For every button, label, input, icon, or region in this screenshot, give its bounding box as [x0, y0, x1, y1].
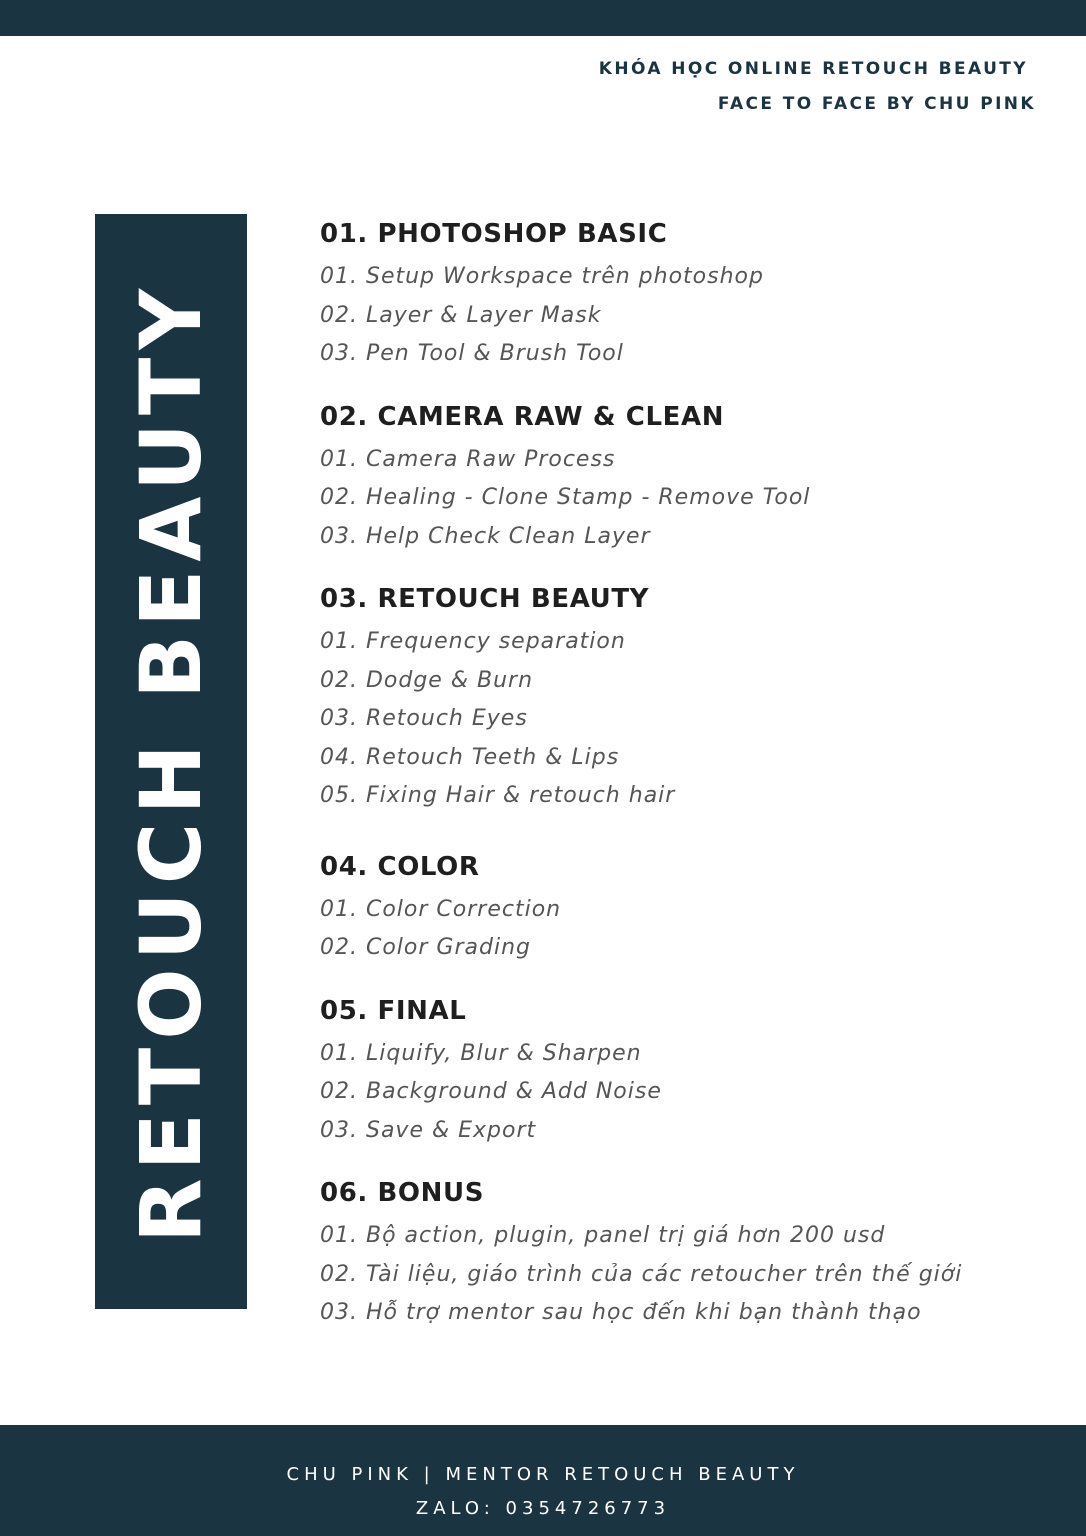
side-banner-title: RETOUCH BEAUTY: [122, 280, 220, 1243]
list-item: 01. Frequency separation: [320, 629, 626, 654]
footer-contact-line: ZALO: 0354726773: [415, 1498, 671, 1519]
list-item: 01. Camera Raw Process: [320, 446, 616, 472]
section-bonus: [320, 1173, 1060, 1333]
list-item: 01. Color Correction: [320, 896, 562, 922]
section-title: 05. FINAL: [320, 995, 467, 1026]
section-camera-raw-clean: [320, 397, 1060, 557]
section-title: 04. COLOR: [320, 851, 480, 882]
list-item: 02. Dodge & Burn: [320, 667, 534, 693]
section-final: [320, 991, 1060, 1151]
section-title: 01. PHOTOSHOP BASIC: [320, 219, 668, 249]
list-item: 02. Tài liệu, giáo trình của các retoucher trên thế giới: [320, 1261, 963, 1287]
list-item: 03. Pen Tool & Brush Tool: [320, 341, 624, 366]
list-item: 01. Bộ action, plugin, panel trị giá hơn 200 usd: [320, 1223, 886, 1248]
curriculum: [320, 214, 1060, 1356]
list-item: 01. Setup Workspace trên photoshop: [320, 264, 764, 289]
list-item: 02. Healing - Clone Stamp - Remove Tool: [320, 485, 811, 510]
footer: [0, 1425, 1086, 1536]
list-item: 02. Background & Add Noise: [320, 1079, 662, 1104]
list-item: 03. Save & Export: [320, 1117, 537, 1143]
list-item: 03. Help Check Clean Layer: [320, 523, 651, 549]
footer-mentor-line: CHU PINK | MENTOR RETOUCH BEAUTY: [286, 1464, 800, 1485]
section-title: 02. CAMERA RAW & CLEAN: [320, 401, 725, 432]
section-color: [320, 847, 1060, 968]
list-item: 04. Retouch Teeth & Lips: [320, 744, 620, 770]
list-item: 03. Retouch Eyes: [320, 706, 528, 731]
side-banner: [95, 214, 247, 1309]
header-subtitle: FACE TO FACE BY CHU PINK: [717, 94, 1036, 114]
list-item: 05. Fixing Hair & retouch hair: [320, 783, 676, 808]
section-title: 06. BONUS: [320, 1178, 485, 1208]
header-course-title: KHÓA HỌC ONLINE RETOUCH BEAUTY: [598, 59, 1028, 79]
list-item: 01. Liquify, Blur & Sharpen: [320, 1040, 642, 1066]
section-title: 03. RETOUCH BEAUTY: [320, 584, 650, 614]
top-bar: [0, 0, 1086, 36]
list-item: 03. Hỗ trợ mentor sau học đến khi bạn thành thạo: [320, 1300, 922, 1325]
list-item: 02. Layer & Layer Mask: [320, 302, 602, 328]
header: [599, 52, 1036, 122]
list-item: 02. Color Grading: [320, 935, 531, 960]
section-photoshop-basic: [320, 214, 1060, 374]
section-retouch-beauty: [320, 579, 1060, 816]
